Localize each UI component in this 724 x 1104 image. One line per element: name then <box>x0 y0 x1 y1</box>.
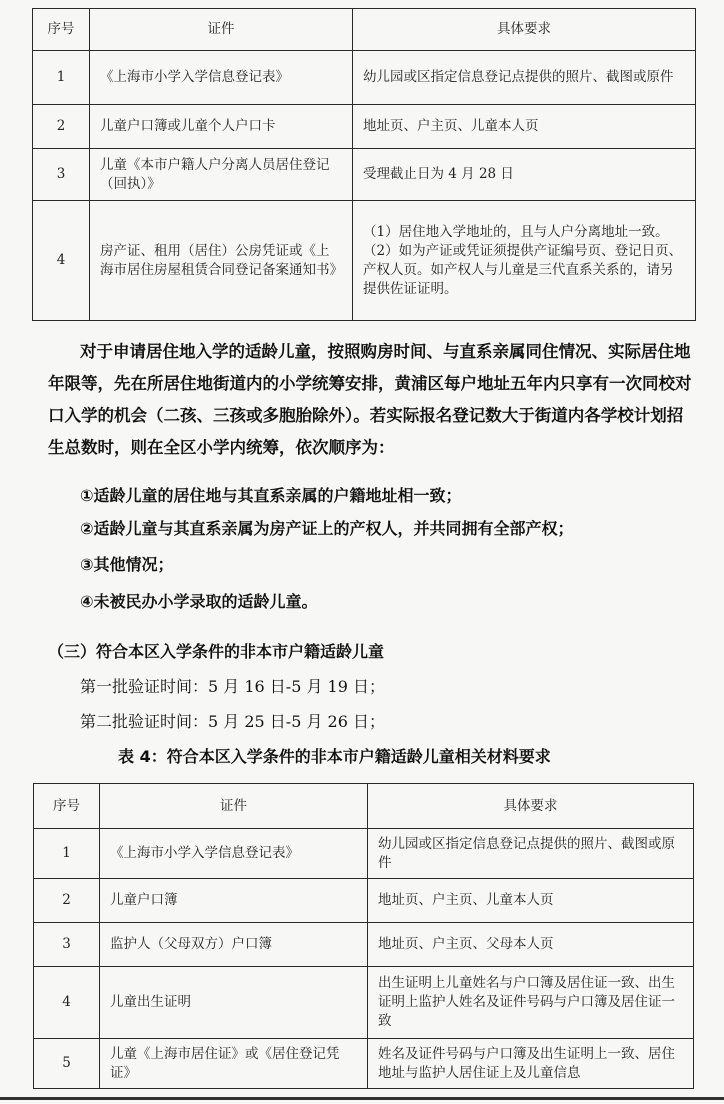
table-row <box>33 201 696 321</box>
cell-requirement: 幼儿园或区指定信息登记点提供的照片、截图或原件 <box>353 51 696 105</box>
cell-document: 儿童户口簿 <box>100 879 368 923</box>
cell-requirement: 地址页、户主页、父母本人页 <box>368 923 694 967</box>
cell-document: 房产证、租用（居住）公房凭证或《上海市居住房屋租赁合同登记备案通知书》 <box>90 201 353 321</box>
table-header-row <box>34 784 694 829</box>
header-index: 序号 <box>34 784 100 829</box>
table-row <box>34 1039 694 1089</box>
cell-requirement: 姓名及证件号码与户口簿及出生证明上一致、居住地址与监护人居住证上及儿童信息 <box>368 1039 694 1089</box>
header-index: 序号 <box>33 9 90 51</box>
table-title: 表 4：符合本区入学条件的非本市户籍适龄儿童相关材料要求 <box>118 747 551 766</box>
cell-document: 监护人（父母双方）户口簿 <box>100 923 368 967</box>
cell-requirement: 幼儿园或区指定信息登记点提供的照片、截图或原件 <box>368 829 694 879</box>
cell-document: 儿童出生证明 <box>100 967 368 1039</box>
cell-document: 儿童户口簿或儿童个人户口卡 <box>90 105 353 149</box>
header-requirement: 具体要求 <box>368 784 694 829</box>
section-heading: （三）符合本区入学条件的非本市户籍适龄儿童 <box>48 642 385 661</box>
cell-index: 3 <box>34 923 100 967</box>
cell-index: 4 <box>33 201 90 321</box>
table-row <box>33 51 696 105</box>
table-row <box>34 829 694 879</box>
cell-document: 《上海市小学入学信息登记表》 <box>100 829 368 879</box>
header-requirement: 具体要求 <box>353 9 696 51</box>
cell-requirement: 地址页、户主页、儿童本人页 <box>353 105 696 149</box>
cell-index: 4 <box>34 967 100 1039</box>
cell-index: 3 <box>33 149 90 201</box>
cell-requirement: （1）居住地入学地址的，且与人户分离地址一致。（2）如为产证或凭证须提供产证编号页、登记日页、产权人页。如产权人与儿童是三代直系关系的，请另提供佐证证明。 <box>353 201 696 321</box>
admission-paragraph: 对于申请居住地入学的适龄儿童，按照购房时间、与直系亲属同住情况、实际居住地年限等，先在所居住地街道内的小学统筹安排，黄浦区每户地址五年内只享有一次同校对口入学的机会（二孩、三孩或多胞胎除外）。若实际报名登记数大于街道内各学校计划招生总数时，则在全区小学内统筹，依次顺序为： <box>48 342 692 457</box>
header-document: 证件 <box>100 784 368 829</box>
cell-document: 儿童《本市户籍人户分离人员居住登记（回执）》 <box>90 149 353 201</box>
cell-index: 1 <box>33 51 90 105</box>
table-row <box>33 105 696 149</box>
cell-requirement: 受理截止日为 4 月 28 日 <box>353 149 696 201</box>
page-bottom-divider <box>0 1097 724 1100</box>
verify-time-first: 第一批验证时间：5 月 16 日-5 月 19 日； <box>80 677 386 696</box>
cell-index: 2 <box>34 879 100 923</box>
cell-requirement: 出生证明上儿童姓名与户口簿及居住证一致、出生证明上监护人姓名及证件号码与户口簿及居住证一致 <box>368 967 694 1039</box>
table-header-row <box>33 9 696 51</box>
cell-index: 2 <box>33 105 90 149</box>
cell-index: 5 <box>34 1039 100 1089</box>
order-item: ④未被民办小学录取的适龄儿童。 <box>80 592 318 611</box>
cell-document: 儿童《上海市居住证》或《居住登记凭证》 <box>100 1039 368 1089</box>
header-document: 证件 <box>90 9 353 51</box>
materials-table-2 <box>33 783 694 1089</box>
table-row <box>33 149 696 201</box>
order-item: ②适龄儿童与其直系亲属为房产证上的产权人，并共同拥有全部产权； <box>80 519 574 538</box>
cell-requirement: 地址页、户主页、儿童本人页 <box>368 879 694 923</box>
cell-index: 1 <box>34 829 100 879</box>
cell-document: 《上海市小学入学信息登记表》 <box>90 51 353 105</box>
order-item: ③其他情况； <box>80 555 174 574</box>
verify-time-second: 第二批验证时间：5 月 25 日-5 月 26 日； <box>80 712 386 731</box>
materials-table-1 <box>32 8 696 321</box>
table-row <box>34 923 694 967</box>
order-item: ①适龄儿童的居住地与其直系亲属的户籍地址相一致； <box>80 486 462 505</box>
table-row <box>34 879 694 923</box>
table-row <box>34 967 694 1039</box>
